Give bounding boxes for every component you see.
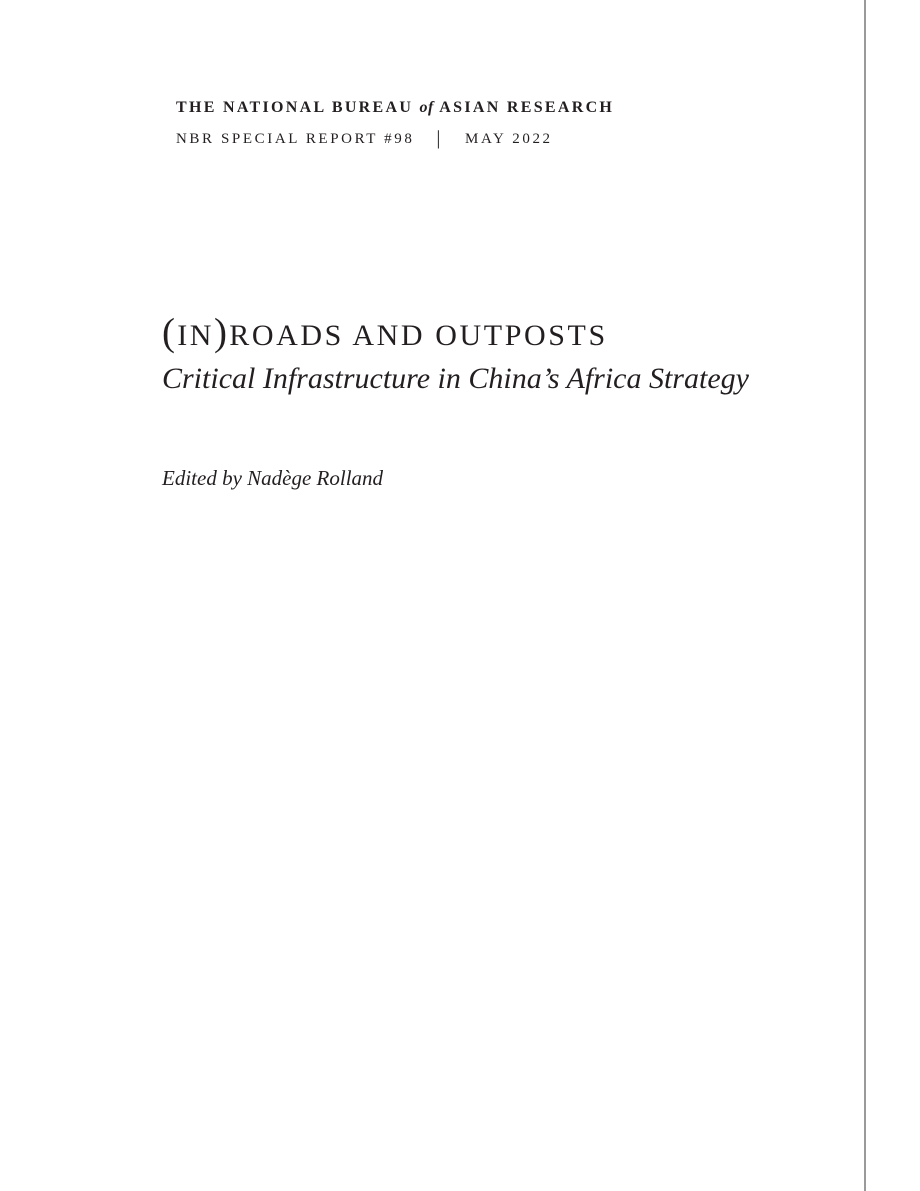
report-info-line bbox=[176, 126, 736, 150]
page-edge-rule bbox=[864, 0, 866, 1191]
org-name-part2: ASIAN RESEARCH bbox=[439, 99, 615, 116]
organization-name bbox=[176, 96, 736, 120]
main-title bbox=[162, 310, 842, 359]
title-rest: ROADS AND OUTPOSTS bbox=[229, 319, 608, 352]
subtitle: Critical Infrastructure in China’s Africa Strategy bbox=[162, 362, 749, 395]
report-date: MAY 2022 bbox=[465, 131, 553, 147]
report-separator: | bbox=[436, 127, 444, 149]
report-number: NBR SPECIAL REPORT #98 bbox=[176, 131, 415, 147]
title-in-word: IN bbox=[177, 319, 215, 352]
title-close-paren: ) bbox=[214, 311, 230, 354]
title-block bbox=[162, 310, 842, 397]
editor-credit: Edited by Nadège Rolland bbox=[162, 466, 384, 490]
org-name-of: of bbox=[419, 99, 434, 116]
title-open-paren: ( bbox=[162, 311, 178, 354]
org-name-part1: THE NATIONAL BUREAU bbox=[176, 99, 414, 116]
report-header bbox=[176, 96, 736, 150]
